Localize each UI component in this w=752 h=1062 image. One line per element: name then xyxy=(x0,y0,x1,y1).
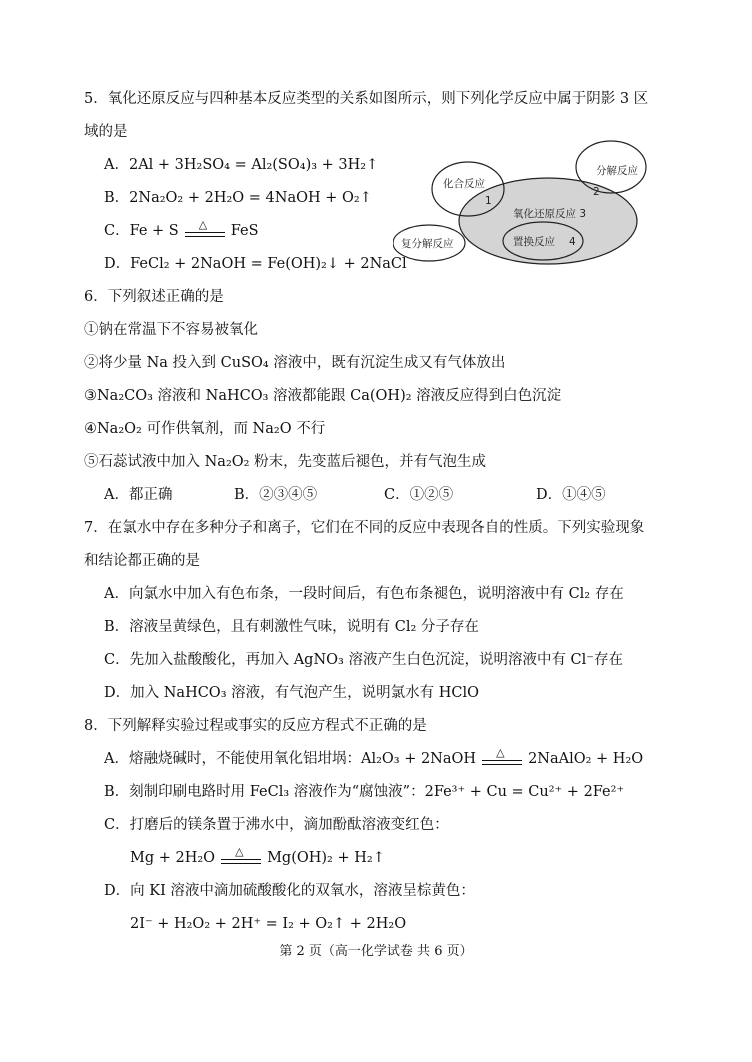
q8-option-b: B．刻制印刷电路时用 FeCl₃ 溶液作为“腐蚀液”：2Fe³⁺ + Cu = Cu²⁺ + 2Fe²⁺ xyxy=(104,784,625,800)
page-footer: 第 2 页（高一化学试卷 共 6 页） xyxy=(279,944,473,959)
q5-option-c-left: C．Fe + S xyxy=(104,223,179,239)
q6-option-d: D．①④⑤ xyxy=(536,487,606,503)
redox-ellipse xyxy=(459,178,637,264)
q7-option-d: D．加入 NaHCO₃ 溶液，有气泡产生，说明氯水有 HClO xyxy=(104,685,479,701)
q8-option-c-left: Mg + 2H₂O xyxy=(130,850,216,866)
q8-option-c-line1: C．打磨后的镁条置于沸水中，滴加酚酞溶液变红色： xyxy=(104,817,449,833)
heat-equals-symbol: △ xyxy=(221,848,261,866)
q8-option-a-left: A．熔融烧碱时，不能使用氧化铝坩埚：Al₂O₃ + 2NaOH xyxy=(104,751,477,767)
heat-equals-symbol: △ xyxy=(482,749,522,767)
q6-option-a: A．都正确 xyxy=(104,487,173,503)
reaction-type-venn-diagram xyxy=(393,135,693,265)
q7-stem-line2: 和结论都正确的是 xyxy=(84,553,200,569)
q8-option-d-line1: D．向 KI 溶液中滴加硫酸酸化的双氧水，溶液呈棕黄色： xyxy=(104,883,475,899)
q5-option-c-right: FeS xyxy=(230,223,259,239)
q8-option-a xyxy=(104,746,644,769)
q8-stem: 8．下列解释实验过程或事实的反应方程式不正确的是 xyxy=(84,718,427,734)
q6-statement-2: ②将少量 Na 投入到 CuSO₄ 溶液中，既有沉淀生成又有气体放出 xyxy=(84,355,506,371)
q6-option-b: B．②③④⑤ xyxy=(234,487,318,503)
q6-stem: 6．下列叙述正确的是 xyxy=(84,289,224,305)
region-1-label: 1 xyxy=(485,195,492,207)
decomposition-label: 分解反应 xyxy=(596,165,638,177)
q6-statement-3: ③Na₂CO₃ 溶液和 NaHCO₃ 溶液都能跟 Ca(OH)₂ 溶液反应得到白色沉淀 xyxy=(84,388,562,404)
q5-option-b: B．2Na₂O₂ + 2H₂O = 4NaOH + O₂↑ xyxy=(104,190,372,206)
q8-option-c-right: Mg(OH)₂ + H₂↑ xyxy=(267,850,385,866)
q7-option-b: B．溶液呈黄绿色，且有刺激性气味，说明有 Cl₂ 分子存在 xyxy=(104,619,479,635)
combination-label: 化合反应 xyxy=(443,178,485,190)
region-4-label: 4 xyxy=(569,236,576,248)
q7-stem-line1: 7．在氯水中存在多种分子和离子，它们在不同的反应中表现各自的性质。下列实验现象 xyxy=(84,520,645,536)
q8-option-c-equation xyxy=(130,845,385,868)
q7-option-c: C．先加入盐酸酸化，再加入 AgNO₃ 溶液产生白色沉淀，说明溶液中有 Cl⁻存在 xyxy=(104,652,623,668)
q5-stem-line2: 域的是 xyxy=(84,124,128,140)
q6-statement-4: ④Na₂O₂ 可作供氧剂，而 Na₂O 不行 xyxy=(84,421,326,437)
region-2-label: 2 xyxy=(593,186,600,198)
redox-label: 氧化还原反应 3 xyxy=(513,208,587,220)
q8-option-a-right: 2NaAlO₂ + H₂O xyxy=(528,751,644,767)
q6-option-c: C．①②⑤ xyxy=(384,487,454,503)
q7-option-a: A．向氯水中加入有色布条，一段时间后，有色布条褪色，说明溶液中有 Cl₂ 存在 xyxy=(104,586,624,602)
q8-option-d-equation: 2I⁻ + H₂O₂ + 2H⁺ = I₂ + O₂↑ + 2H₂O xyxy=(130,916,407,932)
q5-option-c xyxy=(104,218,259,241)
q5-stem-line1: 5．氧化还原反应与四种基本反应类型的关系如图所示，则下列化学反应中属于阴影 3 区 xyxy=(84,91,649,107)
q6-statement-5: ⑤石蕊试液中加入 Na₂O₂ 粉末，先变蓝后褪色，并有气泡生成 xyxy=(84,454,487,470)
double-displacement-label: 复分解反应 xyxy=(401,238,454,250)
q5-option-a: A．2Al + 3H₂SO₄ = Al₂(SO₄)₃ + 3H₂↑ xyxy=(104,157,379,173)
q6-statement-1: ①钠在常温下不容易被氧化 xyxy=(84,322,258,338)
heat-equals-symbol: △ xyxy=(185,221,225,239)
q5-option-d: D．FeCl₂ + 2NaOH = Fe(OH)₂↓ + 2NaCl xyxy=(104,256,407,272)
displacement-label: 置换反应 xyxy=(513,236,555,248)
